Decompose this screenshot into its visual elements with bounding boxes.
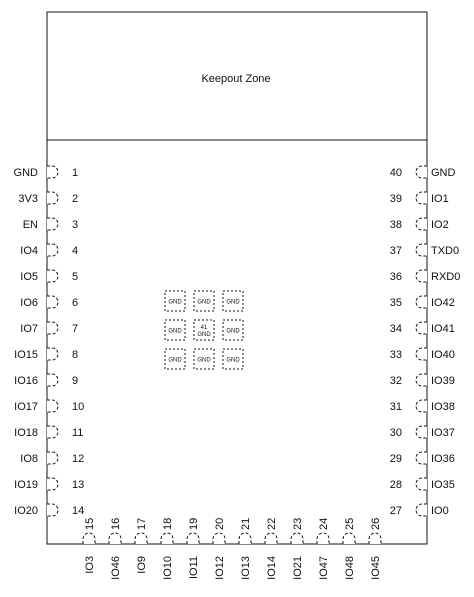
right-pin-name: IO35 xyxy=(431,479,455,491)
bottom-pin-pad xyxy=(369,533,381,544)
bottom-pin-pad xyxy=(135,533,147,544)
right-pin-name: IO37 xyxy=(431,427,455,439)
right-pin-number: 35 xyxy=(389,297,402,309)
left-pin-number: 11 xyxy=(72,427,84,439)
bottom-pin-name: IO47 xyxy=(318,556,330,580)
left-pin-number: 9 xyxy=(72,375,79,387)
bottom-pin-name: IO11 xyxy=(188,556,200,580)
right-pin-name: IO2 xyxy=(431,219,449,231)
bottom-pin-pad xyxy=(213,533,225,544)
right-pin-name: IO41 xyxy=(431,323,455,335)
bottom-pin-number: 22 xyxy=(266,517,278,530)
left-pin-name: 3V3 xyxy=(18,193,38,205)
right-pin-number: 32 xyxy=(389,375,402,387)
keepout-zone-label: Keepout Zone xyxy=(201,73,271,85)
module-outline xyxy=(47,12,427,544)
right-pin-number: 40 xyxy=(389,167,402,179)
right-pin-number: 33 xyxy=(389,349,402,361)
left-pin-name: IO4 xyxy=(20,245,38,257)
center-pad-label: GND xyxy=(226,357,240,364)
left-pin-pad xyxy=(47,426,58,438)
right-pin-pad xyxy=(416,218,427,230)
left-pin-number: 6 xyxy=(72,297,79,309)
bottom-pin-pad xyxy=(83,533,95,544)
right-pin-name: IO42 xyxy=(431,297,455,309)
right-pin-pad xyxy=(416,400,427,412)
left-pin-name: IO5 xyxy=(20,271,38,283)
bottom-pin-number: 15 xyxy=(84,517,96,530)
right-pin-pad xyxy=(416,192,427,204)
right-pin-number: 27 xyxy=(389,505,402,517)
bottom-pin-name: IO3 xyxy=(84,556,96,574)
left-pin-name: IO17 xyxy=(14,401,38,413)
left-pin-name: IO18 xyxy=(14,427,38,439)
bottom-pin-name: IO10 xyxy=(162,556,174,580)
bottom-pin-number: 26 xyxy=(370,517,382,530)
right-pin-name: GND xyxy=(431,167,456,179)
bottom-pin-name: IO45 xyxy=(370,556,382,580)
left-pin-pad xyxy=(47,504,58,516)
left-pin-name: IO16 xyxy=(14,375,38,387)
center-pad-label: GND xyxy=(226,299,240,306)
center-pad-label: GND xyxy=(197,357,211,364)
left-pin-name: IO8 xyxy=(20,453,38,465)
bottom-pin-name: IO21 xyxy=(292,556,304,580)
right-pin-name: IO40 xyxy=(431,349,455,361)
bottom-pin-name: IO12 xyxy=(214,556,226,580)
right-pin-name: IO1 xyxy=(431,193,449,205)
left-pin-pad xyxy=(47,322,58,334)
bottom-pin-pad xyxy=(317,533,329,544)
left-pin-pad xyxy=(47,478,58,490)
bottom-pin-pad xyxy=(187,533,199,544)
bottom-pin-name: IO14 xyxy=(266,556,278,580)
bottom-pin-pad xyxy=(109,533,121,544)
left-pin-pad xyxy=(47,400,58,412)
right-pin-number: 30 xyxy=(389,427,402,439)
right-pin-number: 39 xyxy=(389,193,402,205)
left-pin-number: 13 xyxy=(72,479,85,491)
bottom-pin-pad xyxy=(265,533,277,544)
right-pin-number: 34 xyxy=(389,323,402,335)
right-pin-pad xyxy=(416,374,427,386)
center-pad-label: GND xyxy=(197,332,211,338)
left-pin-name: IO20 xyxy=(14,505,38,517)
bottom-pin-number: 21 xyxy=(240,517,252,530)
right-pin-pad xyxy=(416,504,427,516)
left-pin-number: 2 xyxy=(72,193,79,205)
right-pin-pad xyxy=(416,270,427,282)
bottom-pin-number: 23 xyxy=(292,517,304,530)
right-pin-name: RXD0 xyxy=(431,271,461,283)
bottom-pin-number: 20 xyxy=(214,517,226,530)
right-pin-number: 28 xyxy=(389,479,402,491)
left-pin-number: 12 xyxy=(72,453,85,465)
right-pin-pad xyxy=(416,478,427,490)
left-pin-pad xyxy=(47,452,58,464)
left-pin-pad xyxy=(47,270,58,282)
center-pad-label: GND xyxy=(168,328,182,335)
center-pad-label: GND xyxy=(197,299,211,306)
left-pin-pad xyxy=(47,348,58,360)
right-pin-number: 29 xyxy=(389,453,402,465)
bottom-pin-pad xyxy=(239,533,251,544)
right-pin-number: 31 xyxy=(389,401,402,413)
right-pin-name: IO39 xyxy=(431,375,455,387)
bottom-pin-number: 19 xyxy=(188,517,200,530)
left-pin-pad xyxy=(47,296,58,308)
left-pin-name: IO6 xyxy=(20,297,38,309)
left-pin-pad xyxy=(47,374,58,386)
right-pin-number: 38 xyxy=(389,219,402,231)
right-pin-number: 36 xyxy=(389,271,402,283)
bottom-pin-number: 16 xyxy=(110,517,122,530)
right-pin-pad xyxy=(416,452,427,464)
left-pin-number: 1 xyxy=(72,167,79,179)
bottom-pin-number: 25 xyxy=(344,517,356,530)
right-pin-pad xyxy=(416,166,427,178)
right-pin-pad xyxy=(416,296,427,308)
left-pin-name: EN xyxy=(22,219,38,231)
left-pin-name: GND xyxy=(13,167,38,179)
left-pin-number: 10 xyxy=(72,401,85,413)
left-pin-pad xyxy=(47,218,58,230)
left-pin-pad xyxy=(47,244,58,256)
left-pin-number: 4 xyxy=(72,245,79,257)
right-pin-name: TXD0 xyxy=(431,245,460,257)
bottom-pin-pad xyxy=(291,533,303,544)
left-pin-name: IO15 xyxy=(14,349,38,361)
bottom-pin-name: IO9 xyxy=(136,556,148,574)
left-pin-number: 3 xyxy=(72,219,79,231)
right-pin-pad xyxy=(416,348,427,360)
right-pin-name: IO38 xyxy=(431,401,455,413)
bottom-pin-number: 18 xyxy=(162,517,174,530)
right-pin-number: 37 xyxy=(389,245,402,257)
bottom-pin-name: IO48 xyxy=(344,556,356,580)
left-pin-number: 14 xyxy=(72,505,85,517)
left-pin-pad xyxy=(47,166,58,178)
bottom-pin-number: 17 xyxy=(136,517,148,530)
right-pin-name: IO0 xyxy=(431,505,449,517)
right-pin-pad xyxy=(416,322,427,334)
left-pin-name: IO7 xyxy=(20,323,38,335)
center-pad-label: GND xyxy=(168,299,182,306)
bottom-pin-pad xyxy=(343,533,355,544)
left-pin-number: 5 xyxy=(72,271,79,283)
left-pin-number: 8 xyxy=(72,349,79,361)
bottom-pin-pad xyxy=(161,533,173,544)
right-pin-pad xyxy=(416,244,427,256)
right-pin-name: IO36 xyxy=(431,453,455,465)
left-pin-pad xyxy=(47,192,58,204)
bottom-pin-name: IO13 xyxy=(240,556,252,580)
left-pin-number: 7 xyxy=(72,323,79,335)
left-pin-name: IO19 xyxy=(14,479,38,491)
center-pad-label: GND xyxy=(226,328,240,335)
center-pad-label: GND xyxy=(168,357,182,364)
center-pad-number: 41 xyxy=(200,325,208,331)
right-pin-pad xyxy=(416,426,427,438)
bottom-pin-number: 24 xyxy=(318,517,330,530)
bottom-pin-name: IO46 xyxy=(110,556,122,580)
